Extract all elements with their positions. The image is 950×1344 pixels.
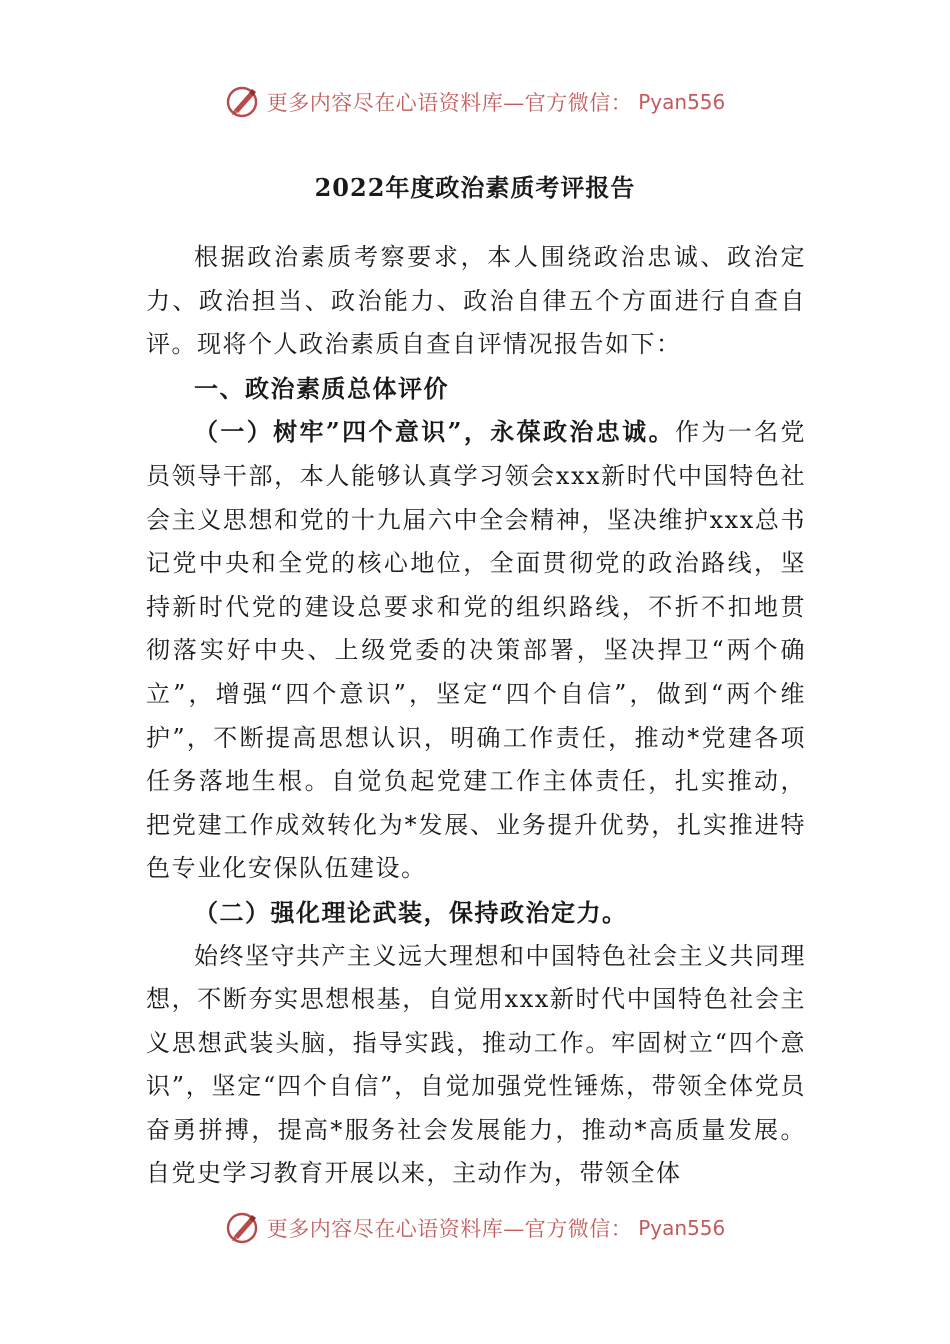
header-watermark	[0, 82, 950, 122]
watermark-text: 更多内容尽在心语资料库—官方微信：	[266, 91, 633, 115]
pen-logo-icon	[225, 1210, 261, 1246]
intro-paragraph: 根据政治素质考察要求，本人围绕政治忠诚、政治定力、政治担当、政治能力、政治自律五个方面进行自查自评。现将个人政治素质自查自评情况报告如下：	[146, 243, 806, 359]
watermark-contact: Pyan556	[638, 1216, 726, 1240]
pen-logo-icon	[225, 84, 261, 120]
subsection-2-paragraph: 始终坚守共产主义远大理想和中国特色社会主义共同理想，不断夯实思想根基，自觉用xxx新时代中国特色社会主义思想武装头脑，指导实践，推动工作。牢固树立“四个意识”，坚定“四个自信”，自觉加强党性锤炼，带领全体党员奋勇拼搏，提高*服务社会发展能力，推动*高质量发展。自党史学习教育开展以来，主动作为，带领全体	[146, 941, 806, 1188]
watermark-text: 更多内容尽在心语资料库—官方微信：	[266, 1217, 633, 1241]
subsection-2-heading: （二）强化理论武装，保持政治定力。	[194, 897, 628, 927]
subsection-1-lead: （一）树牢”四个意识”，永葆政治忠诚。	[194, 417, 675, 447]
subsection-1-body: 作为一名党员领导干部，本人能够认真学习领会xxx新时代中国特色社会主义思想和党的十九届六中全会精神，坚决维护xxx总书记党中央和全党的核心地位，全面贯彻党的政治路线，坚持新时代党的建设总要求和党的组织路线，不折不扣地贯彻落实好中央、上级党委的决策部署，坚决捍卫“两个确立”，增强“四个意识”，坚定“四个自信”，做到“两个维护”，不断提高思想认识，明确工作责任，推动*党建各项任务落地生根。自觉负起党建工作主体责任，扎实推动，把党建工作成效转化为*发展、业务提升优势，扎实推进特色专业化安保队伍建设。	[146, 418, 806, 883]
watermark-contact: Pyan556	[638, 90, 726, 114]
subsection-1-paragraph	[146, 410, 806, 891]
document-title: 2022年度政治素质考评报告	[314, 173, 636, 202]
footer-watermark	[0, 1208, 950, 1248]
section-heading: 一、政治素质总体评价	[194, 373, 449, 403]
document-body	[146, 236, 806, 1196]
